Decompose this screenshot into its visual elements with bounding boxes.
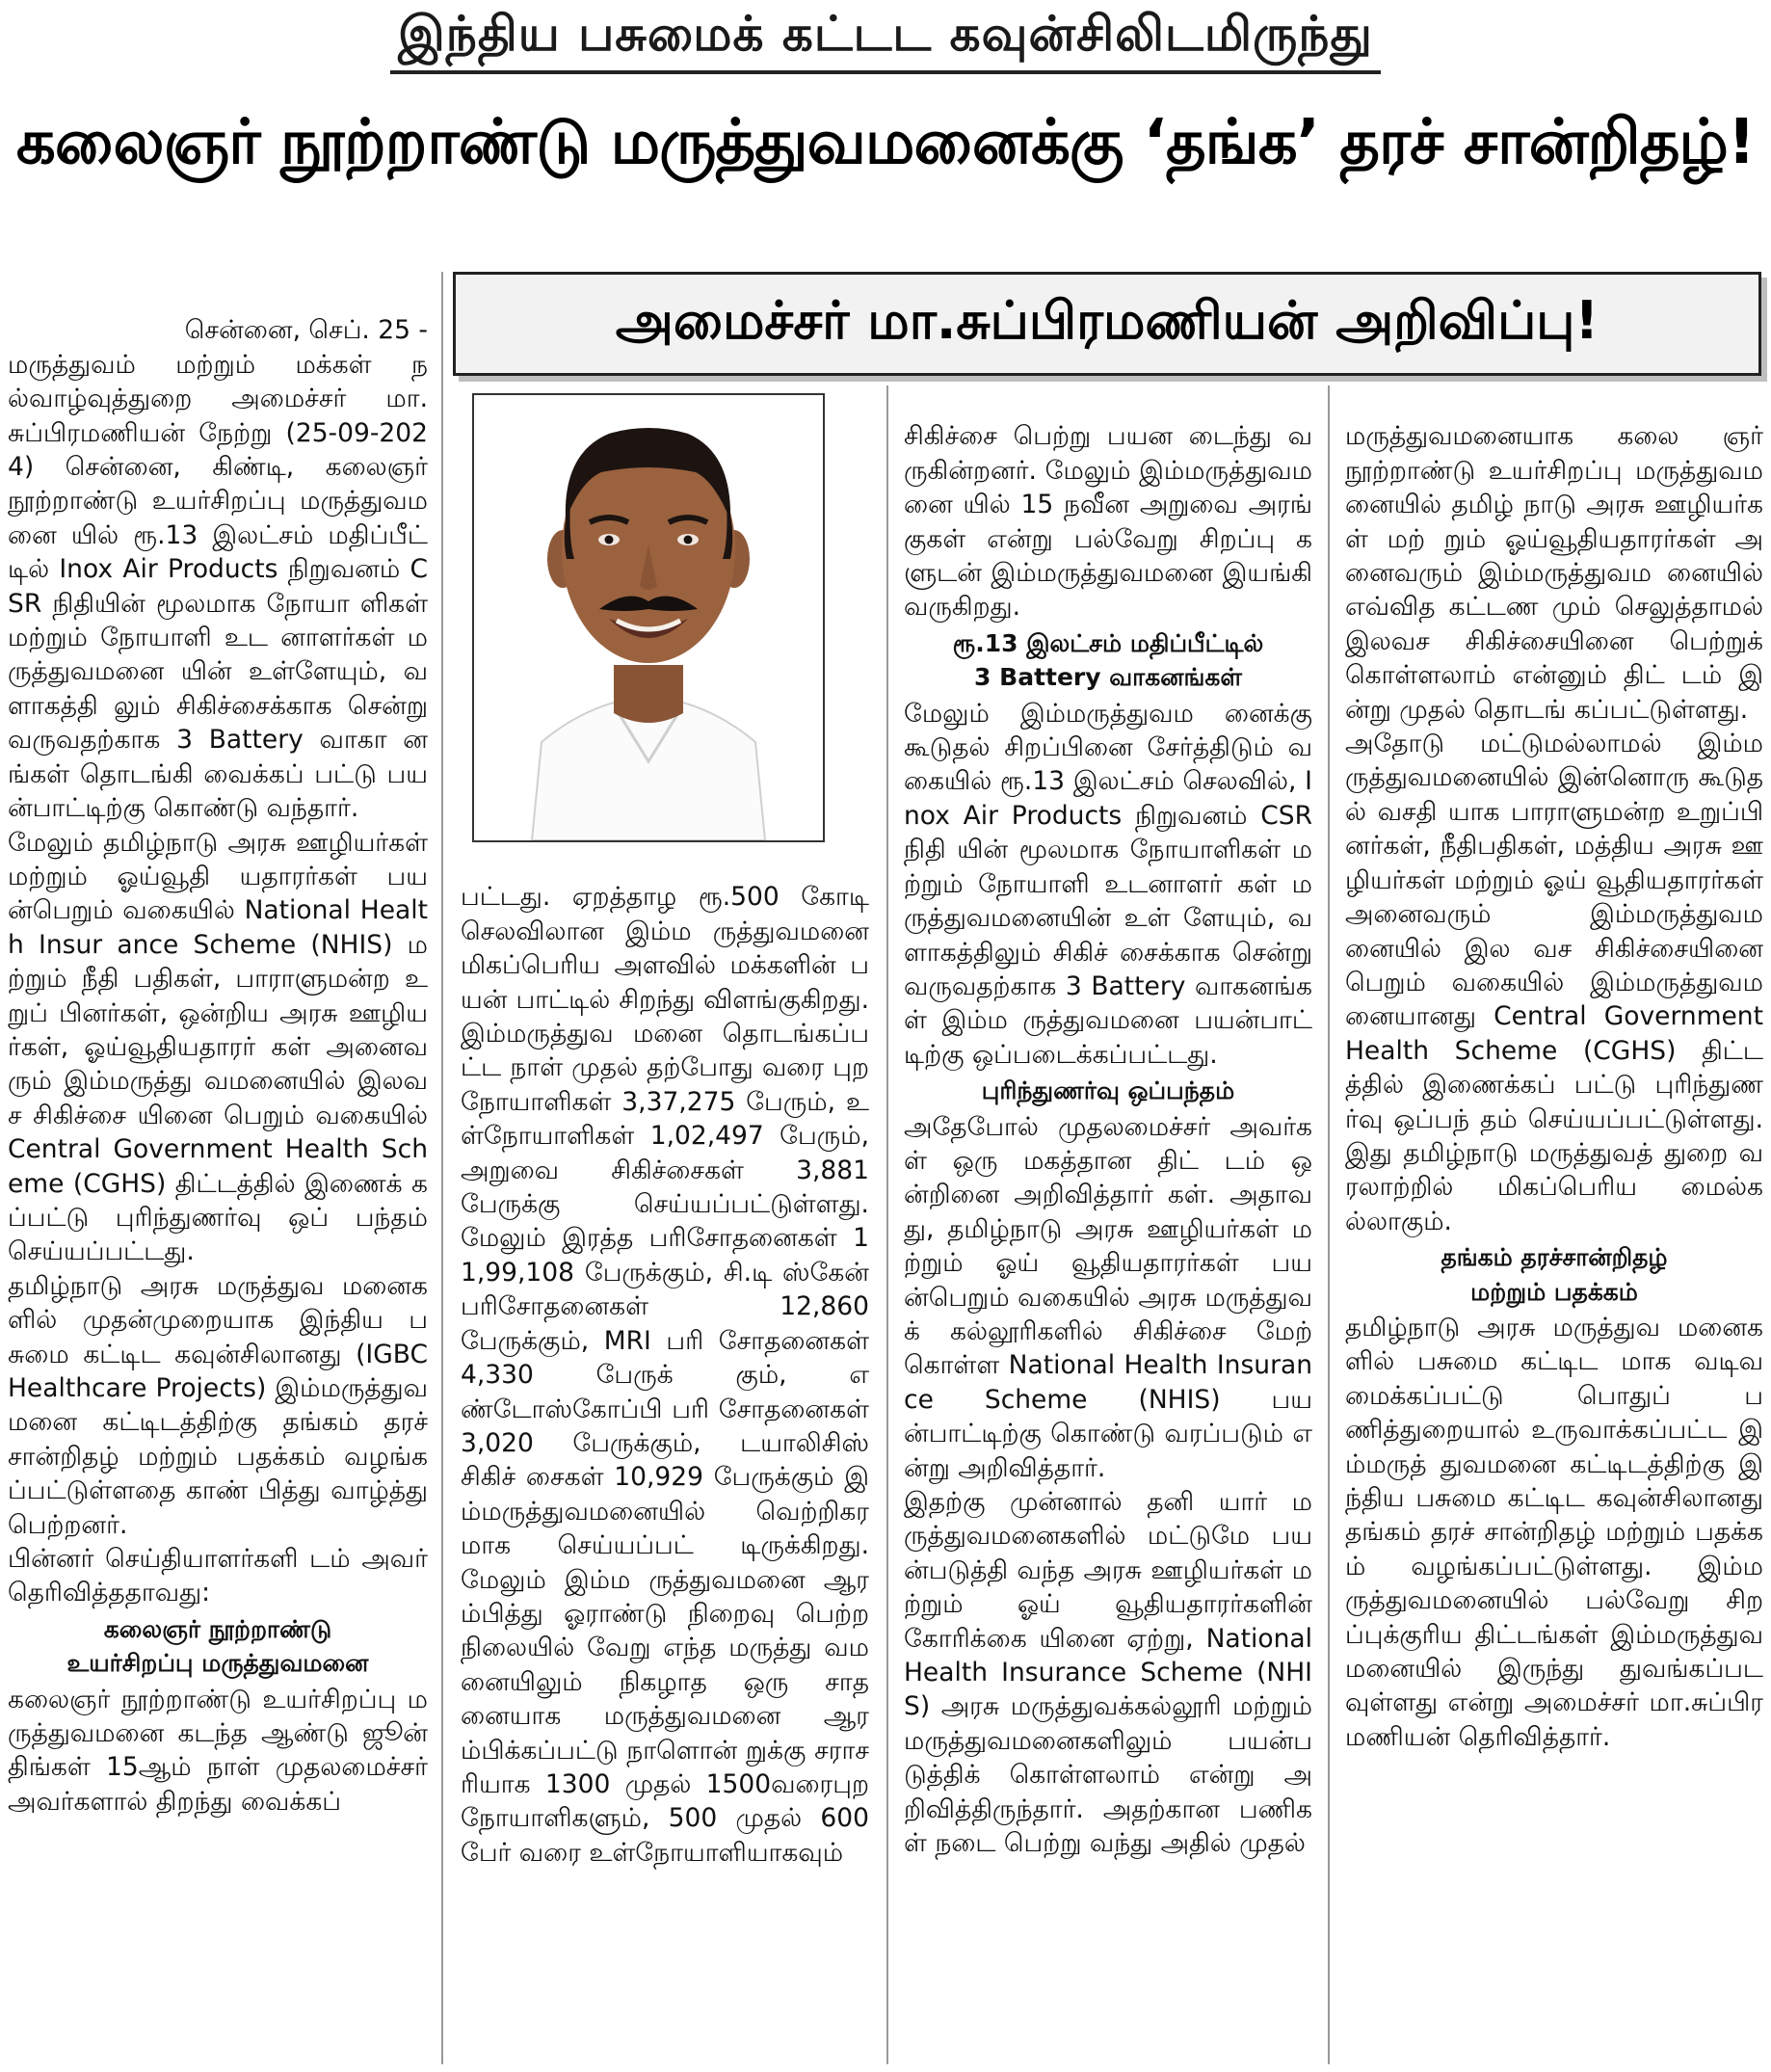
section-subhead: தங்கம் தரச்சான்றிதழ் மற்றும் பதக்கம் <box>1441 1243 1668 1306</box>
dateline: சென்னை, செப். 25 - <box>184 315 428 346</box>
section-subhead: ரூ.13 இலட்சம் மதிப்பீட்டில் 3 Battery வாகனங்கள் <box>952 628 1264 692</box>
article-column-3 <box>904 385 1312 2068</box>
kicker-headline <box>0 6 1771 74</box>
sub-headline: அமைச்சர் மா.சுப்பிரமணியன் அறிவிப்பு! <box>615 289 1599 351</box>
article-body: தமிழ்நாடு அரசு மருத்துவ மனைகளில் பசுமை கட்டிட மாக வடிவமைக்கப்பட்டு பொதுப் பணித்துறையால் உருவாக்கப்பட்ட இம்மருத் துவமனை கட்டிடத்திற்கு இந்திய பசுமை கட்டிட கவுன்சிலானது தங்கம் தரச் சான்றிதழ் மற்றும் பதக்கம் வழங்கப்பட்டுள்ளது. இம்ம ருத்துவமனையில் பல்வேறு சிறப்புக்குரிய திட்டங்கள் இம்மருத்துவ மனையில் இருந்து துவங்கப்படவுள்ளது என்று அமைச்சர் மா.சுப்பிர மணியன் தெரிவித்தார். <box>1345 1312 1763 1752</box>
article-body: சிகிச்சை பெற்று பயன டைந்து வருகின்றனர். மேலும் இம்மருத்துவமனை யில் 15 நவீன அறுவை அரங் குகள் என்று பல்வேறு சிறப்பு களுடன் இம்மருத்துவமனை இயங்கி வருகிறது. <box>904 421 1312 623</box>
main-headline: கலைஞர் நூற்றாண்டு மருத்துவமனைக்கு ‘தங்க’ தரச் சான்றிதழ்! <box>15 107 1756 178</box>
article-body: அதேபோல் முதலமைச்சர் அவர்கள் ஒரு மகத்தான திட் டம் ஒன்றினை அறிவித்தார் கள். அதாவது, தமிழ்நாடு அரசு ஊழியர்கள் மற்றும் ஓய் வூதியதாரர்கள் பயன்பெறும் வகையில் அரசு மருத்துவக் கல்லூரிகளில் சிகிச்சை மேற் கொள்ள National Health Insurance Scheme (NHIS) பயன்பாட்டிற்கு கொண்டு வரப்படும் என்று அறிவித்தார். இதற்கு முன்னால் தனி யார் மருத்துவமனைகளில் மட்டுமே பயன்படுத்தி வந்த அரசு ஊழியர்கள் மற்றும் ஓய் வூதியதாரர்களின் கோரிக்கை யினை ஏற்று, National Health Insurance Scheme (NHIS) அரசு மருத்துவக்கல்லூரி மற்றும் மருத்துவமனைகளிலும் பயன்படுத்திக் கொள்ளலாம் என்று அறிவித்திருந்தார். அதற்கான பணிகள் நடை பெற்று வந்து அதில் முதல் <box>904 1111 1312 1859</box>
kicker-text: இந்திய பசுமைக் கட்டட கவுன்சிலிடமிருந்து <box>390 6 1381 74</box>
article-body: மருத்துவம் மற்றும் மக்கள் நல்வாழ்வுத்துறை அமைச்சர் மா.சுப்பிரமணியன் நேற்று (25-09-2024) சென்னை, கிண்டி, கலைஞர் நூற்றாண்டு உயர்சிறப்பு மருத்துவமனை யில் ரூ.13 இலட்சம் மதிப்பீட் டில் Inox Air Products நிறுவனம் CSR நிதியின் மூலமாக நோயா ளிகள் மற்றும் நோயாளி உட னாளர்கள் மருத்துவமனை யின் உள்ளேயும், வளாகத்தி லும் சிகிச்சைக்காக சென்று வருவதற்காக 3 Battery வாகா னங்கள் தொடங்கி வைக்கப் பட்டு பயன்பாட்டிற்கு கொண்டு வந்தார். மேலும் தமிழ்நாடு அரசு ஊழியர்கள் மற்றும் ஓய்வூதி யதாரர்கள் பயன்பெறும் வகையில் National Health Insur ance Scheme (NHIS) மற்றும் நீதி பதிகள், பாராளுமன்ற உறுப் பினர்கள், ஒன்றிய அரசு ஊழியர்கள், ஓய்வூதியதாரர் கள் அனைவரும் இம்மருத்து வமனையில் இலவச சிகிச்சை யினை பெறும் வகையில் Central Government Health Scheme (CGHS) திட்டத்தில் இணைக் கப்பட்டு புரிந்துணர்வு ஒப் பந்தம் செய்யப்பட்டது. தமிழ்நாடு அரசு மருத்துவ மனைகளில் முதன்முறையாக இந்திய பசுமை கட்டிட கவுன்சிலானது (IGBCHealthcare Projects) இம்மருத்துவமனை கட்டிடத்திற்கு தங்கம் தரச் சான்றிதழ் மற்றும் பதக்கம் வழங்கப்பட்டுள்ளதை காண் பித்து வாழ்த்து பெற்றனர். பின்னர் செய்தியாளர்களி டம் அவர் தெரிவித்ததாவது: <box>8 349 428 1608</box>
minister-photo <box>472 393 825 842</box>
article-body: கலைஞர் நூற்றாண்டு உயர்சிறப்பு மருத்துவமனை கடந்த ஆண்டு ஜூன் திங்கள் 15ஆம் நாள் முதலமைச்சர் அவர்களால் திறந்து வைக்கப் <box>8 1684 428 1817</box>
article-body: பட்டது. ஏறத்தாழ ரூ.500 கோடி செலவிலான இம்ம ருத்துவமனை மிகப்பெரிய அளவில் மக்களின் பயன் பாட்டில் சிறந்து விளங்குகிறது. இம்மருத்துவ மனை தொடங்கப்பட்ட நாள் முதல் தற்போது வரை புறநோயாளிகள் 3,37,275 பேரும், உள்நோயாளிகள் 1,02,497 பேரும், அறுவை சிகிச்சைகள் 3,881 பேருக்கு செய்யப்பட்டுள்ளது. மேலும் இரத்த பரிசோதனைகள் 11,99,108 பேருக்கும், சி.டி ஸ்கேன் பரிசோதனைகள் 12,860 பேருக்கும், MRI பரி சோதனைகள் 4,330 பேருக் கும், எண்டோஸ்கோப்பி பரி சோதனைகள் 3,020 பேருக்கும், டயாலிசிஸ் சிகிச் சைகள் 10,929 பேருக்கும் இம்மருத்துவமனையில் வெற்றிகரமாக செய்யப்பட் டிருக்கிறது. மேலும் இம்ம ருத்துவமனை ஆரம்பித்து ஓராண்டு நிறைவு பெற்ற நிலையில் வேறு எந்த மருத்து வமனையிலும் நிகழாத ஒரு சாதனையாக மருத்துவமனை ஆரம்பிக்கப்பட்டு நாளொன் றுக்கு சராசரியாக 1300 முதல் 1500வரைபுறநோயாளிகளும், 500 முதல் 600 பேர் வரை உள்நோயாளியாகவும் <box>461 882 869 1868</box>
portrait-image <box>474 395 823 840</box>
column-rule <box>886 385 888 2064</box>
article-body: மேலும் இம்மருத்துவம னைக்கு கூடுதல் சிறப்பினை சேர்த்திடும் வகையில் ரூ.13 இலட்சம் செலவில், Inox Air Products நிறுவனம் CSR நிதி யின் மூலமாக நோயாளிகள் மற்றும் நோயாளி உடனாளர் கள் மருத்துவமனையின் உள் ளேயும், வளாகத்திலும் சிகிச் சைக்காக சென்று வருவதற்காக 3 Battery வாகனங்கள் இம்ம ருத்துவமனை பயன்பாட் டிற்கு ஒப்படைக்கப்பட்டது. <box>904 698 1312 1070</box>
column-rule <box>1328 385 1330 2064</box>
section-subhead: கலைஞர் நூற்றாண்டு உயர்சிறப்பு மருத்துவமனை <box>66 1614 369 1678</box>
column-rule <box>441 272 443 2064</box>
sub-headline-box <box>453 272 1761 376</box>
article-column-1 <box>8 279 428 2067</box>
article-column-2 <box>461 846 869 2068</box>
section-subhead: புரிந்துணர்வு ஒப்பந்தம் <box>981 1076 1235 1105</box>
article-column-4 <box>1345 385 1763 2068</box>
article-body: மருத்துவமனையாக கலை ஞர் நூற்றாண்டு உயர்சிறப்பு மருத்துவமனையில் தமிழ் நாடு அரசு ஊழியர்கள் மற் றும் ஓய்வூதியதாரர்கள் அனைவரும் இம்மருத்துவம னையில் எவ்வித கட்டண மும் செலுத்தாமல் இலவச சிகிச்சையினை பெற்றுக் கொள்ளலாம் என்னும் திட் டம் இன்று முதல் தொடங் கப்பட்டுள்ளது. அதோடு மட்டுமல்லாமல் இம்மருத்துவமனையில் இன்னொரு கூடுதல் வசதி யாக பாராளுமன்ற உறுப்பி னர்கள், நீதிபதிகள், மத்திய அரசு ஊழியர்கள் மற்றும் ஓய் வூதியதாரர்கள் அனைவரும் இம்மருத்துவமனையில் இல வச சிகிச்சையினை பெறும் வகையில் இம்மருத்துவம னையானது Central Government Health Scheme (CGHS) திட்டத்தில் இணைக்கப் பட்டு புரிந்துணர்வு ஒப்பந் தம் செய்யப்பட்டுள்ளது. இது தமிழ்நாடு மருத்துவத் துறை வரலாற்றில் மிகப்பெரிய மைல்கல்லாகும். <box>1345 421 1763 1236</box>
